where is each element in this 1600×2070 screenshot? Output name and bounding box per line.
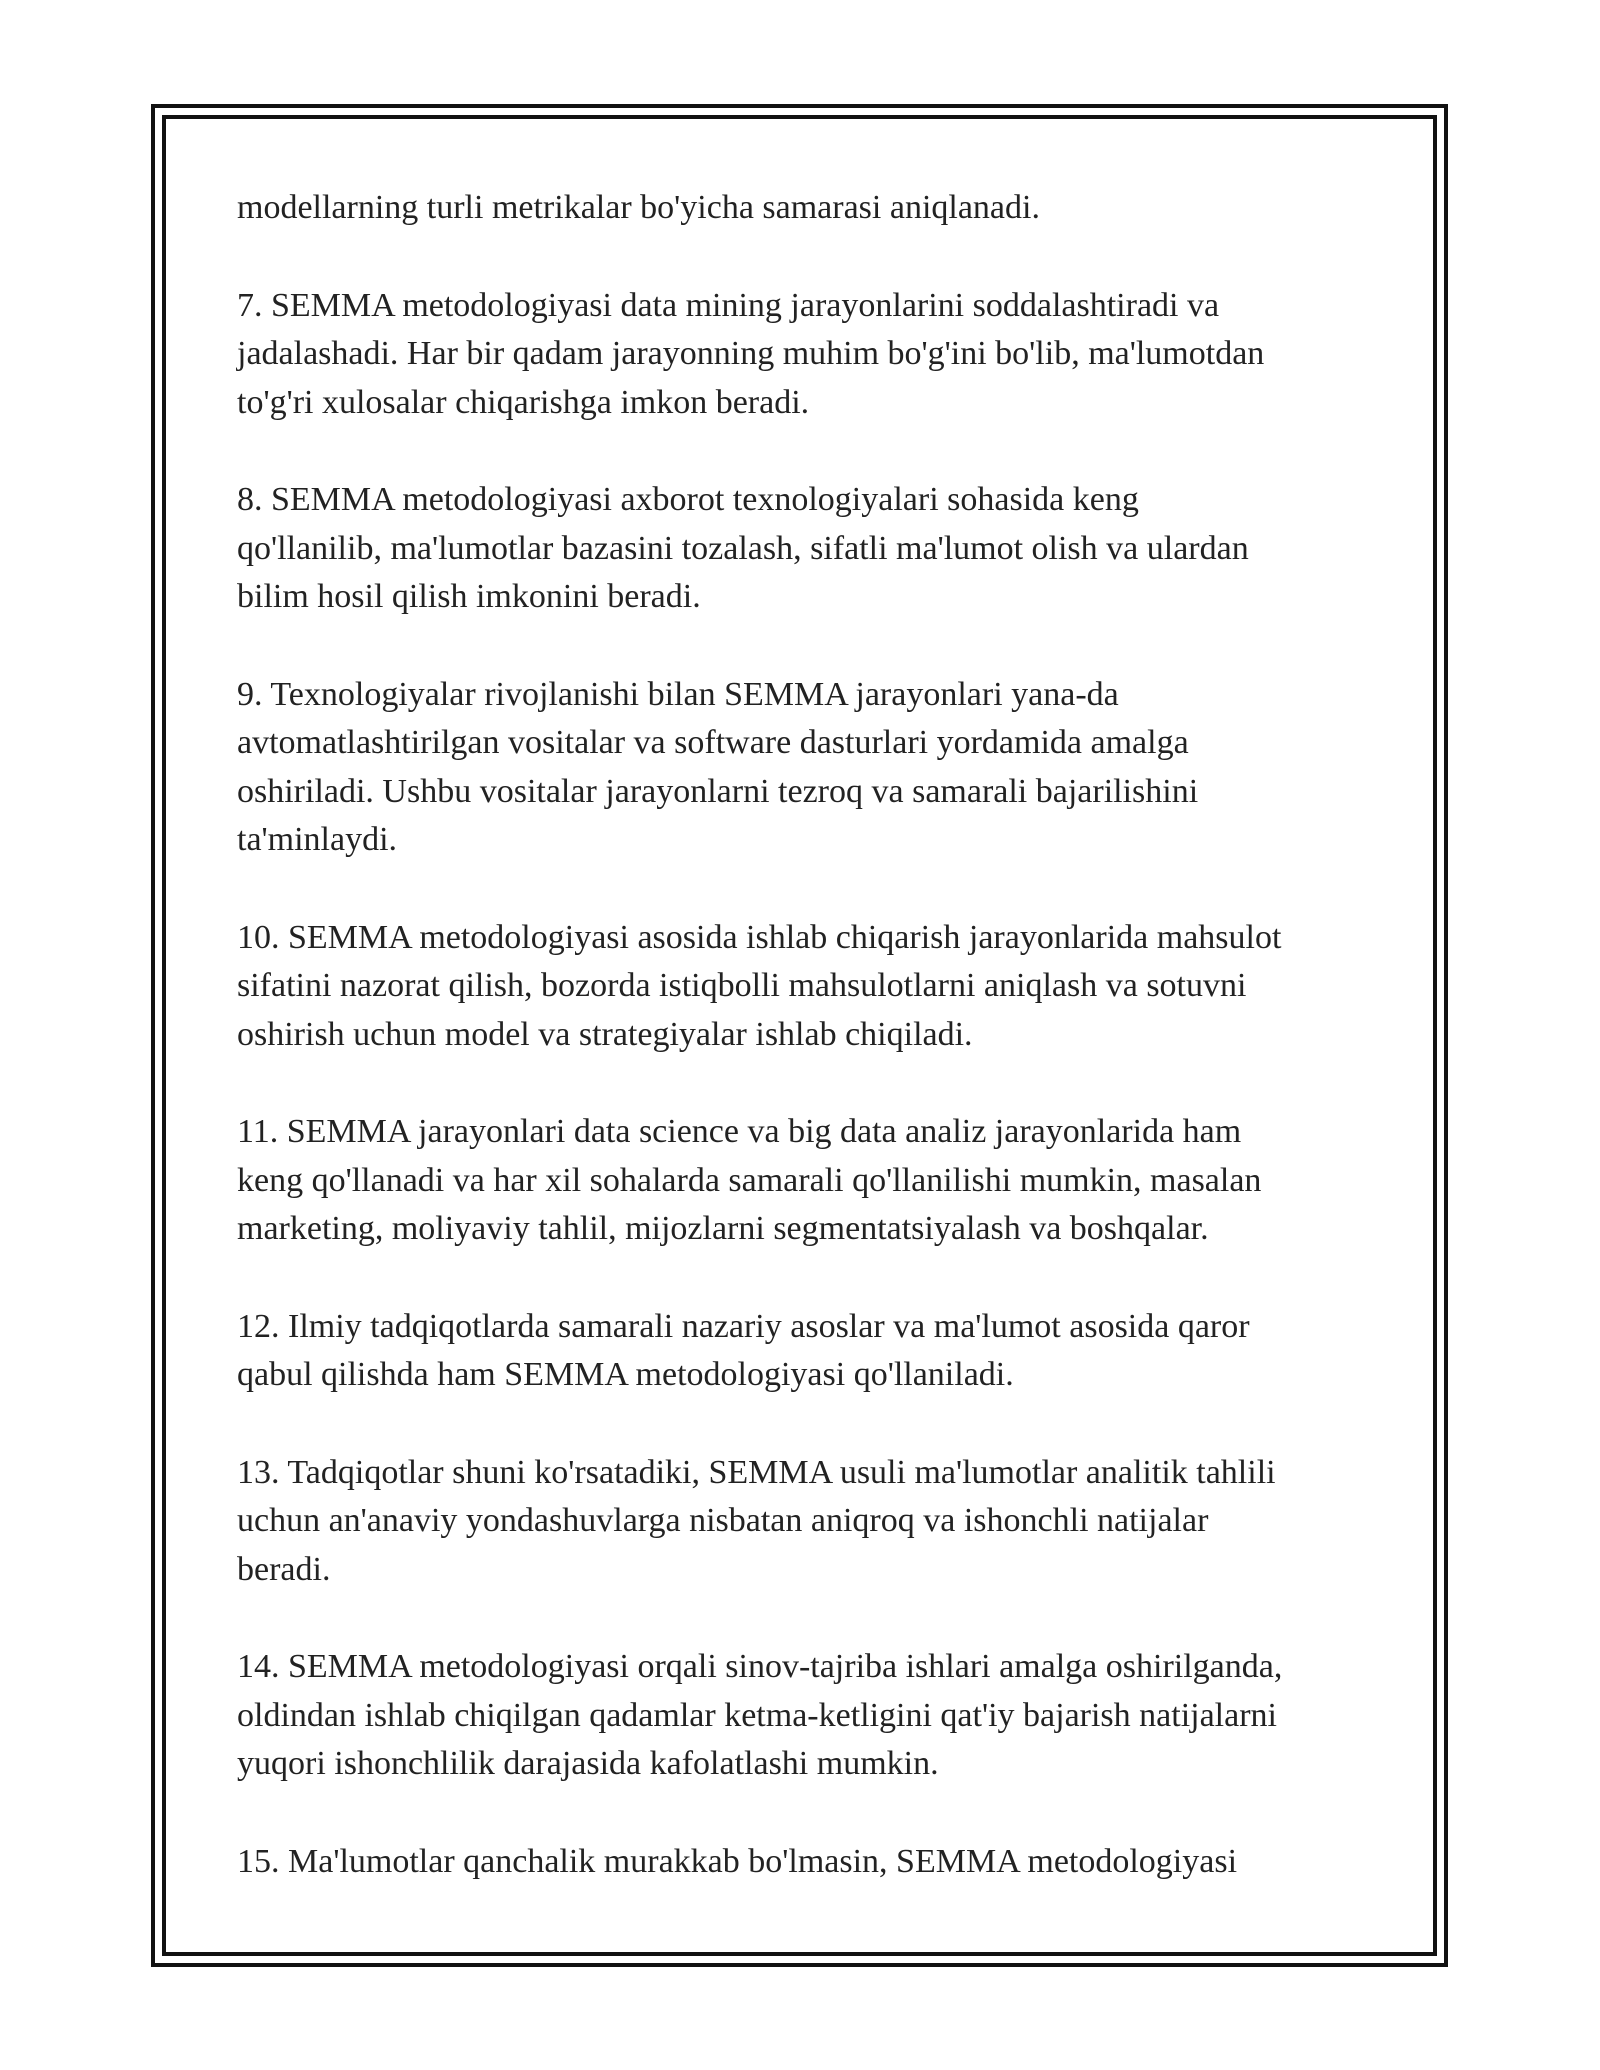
paragraph-continuation: modellarning turli metrikalar bo'yicha samarasi aniqlanadi.: [237, 189, 1040, 226]
paragraph-item-9: 9. Texnologiyalar rivojlanishi bilan SEMMA jarayonlari yana-da avtomatlashtirilgan vositalar va software dasturlari yordamida amalga oshiriladi. Ushbu vositalar jarayonlarni tezroq va samarali bajarilishini ta'minlaydi.: [237, 675, 1199, 858]
paragraph-item-14: 14. SEMMA metodologiyasi orqali sinov-tajriba ishlari amalga oshirilganda, oldindan ishlab chiqilgan qadamlar ketma-ketligini qat'iy bajarish natijalarni yuqori ishonchlilik darajasida kafolatlashi mumkin.: [237, 1648, 1283, 1782]
paragraph-item-12: 12. Ilmiy tadqiqotlarda samarali nazariy asoslar va ma'lumot asosida qaror qabul qilishda ham SEMMA metodologiyasi qo'llaniladi.: [237, 1307, 1250, 1393]
paragraph-item-8: 8. SEMMA metodologiyasi axborot texnologiyalari sohasida keng qo'llanilib, ma'lumotlar bazasini tozalash, sifatli ma'lumot olish va ulardan bilim hosil qilish imkonini beradi.: [237, 481, 1249, 615]
document-body: [237, 184, 1387, 1935]
paragraph-item-15: 15. Ma'lumotlar qanchalik murakkab bo'lmasin, SEMMA metodologiyasi: [237, 1842, 1238, 1880]
paragraph-item-13: 13. Tadqiqotlar shuni ko'rsatadiki, SEMMA usuli ma'lumotlar analitik tahlili uchun an'anaviy yondashuvlarga nisbatan aniqroq va ishonchli natijalar beradi.: [237, 1453, 1276, 1588]
paragraph-item-10: 10. SEMMA metodologiyasi asosida ishlab chiqarish jarayonlarida mahsulot sifatini nazorat qilish, bozorda istiqbolli mahsulotlarni aniqlash va sotuvni oshirish uchun model va strategiyalar ishlab chiqiladi.: [237, 918, 1282, 1053]
paragraph-item-7: 7. SEMMA metodologiyasi data mining jarayonlarini soddalashtiradi va jadalashadi. Har bir qadam jarayonning muhim bo'g'ini bo'lib, ma'lumotdan to'g'ri xulosalar chiqarishga imkon beradi.: [237, 286, 1265, 421]
paragraph-item-11: 11. SEMMA jarayonlari data science va big data analiz jarayonlarida ham keng qo'llanadi va har xil sohalarda samarali qo'llanilishi mumkin, masalan marketing, moliyaviy tahlil, mijozlarni segmentatsiyalash va boshqalar.: [237, 1113, 1262, 1247]
